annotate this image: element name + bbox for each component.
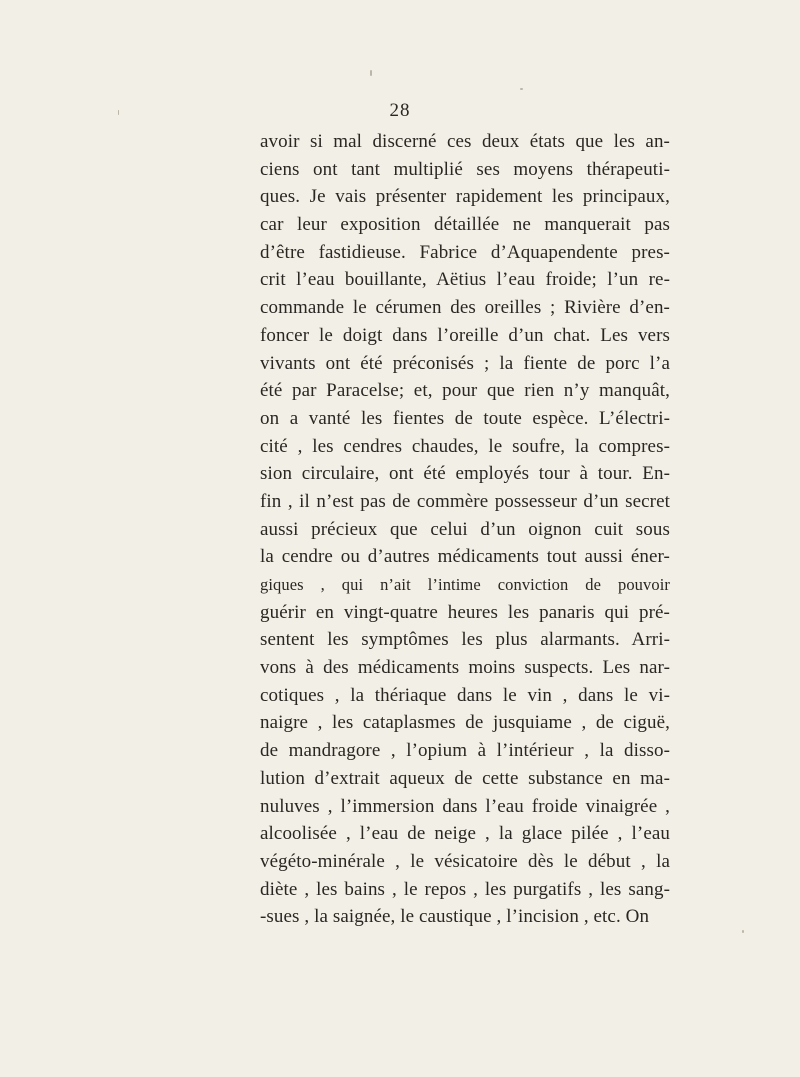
paper-speck <box>118 110 119 115</box>
text-line: la cendre ou d’autres médicaments tout aussi éner- <box>260 546 670 568</box>
text-line: on a vanté les fientes de toute espèce. L’électri- <box>260 407 670 429</box>
text-line: giques , qui n’ait l’intime conviction de pouvoir <box>260 575 670 594</box>
paper-speck <box>742 930 744 933</box>
body-text <box>260 128 670 931</box>
text-line: vons à des médicaments moins suspects. Les nar- <box>260 657 670 679</box>
text-line: sion circulaire, ont été employés tour à tour. En- <box>260 463 670 485</box>
text-line: ques. Je vais présenter rapidement les principaux, <box>260 186 670 208</box>
text-line: ciens ont tant multiplié ses moyens thérapeuti- <box>260 158 670 180</box>
text-line: foncer le doigt dans l’oreille d’un chat. Les vers <box>260 324 670 346</box>
text-line: alcoolisée , l’eau de neige , la glace pilée , l’eau <box>260 823 670 845</box>
paper-speck <box>520 88 523 90</box>
text-line: cité , les cendres chaudes, le soufre, la compres- <box>260 435 670 457</box>
text-line: nuluves , l’immersion dans l’eau froide vinaigrée , <box>260 795 670 817</box>
text-line: cotiques , la thériaque dans le vin , dans le vi- <box>260 684 670 706</box>
page-number: 28 <box>389 100 411 121</box>
text-line: aussi précieux que celui d’un oignon cuit sous <box>260 518 670 540</box>
text-line: sentent les symptômes les plus alarmants. Arri- <box>260 629 670 651</box>
text-line: été par Paracelse; et, pour que rien n’y manquât, <box>260 380 670 402</box>
text-line: guérir en vingt-quatre heures les panaris qui pré- <box>260 601 670 623</box>
text-line: -sues , la saignée, le caustique , l’incision , etc. On <box>260 906 650 928</box>
text-line: diète , les bains , le repos , les purgatifs , les sang- <box>260 878 670 900</box>
text-line: vivants ont été préconisés ; la fiente de porc l’a <box>260 352 670 374</box>
text-line: de mandragore , l’opium à l’intérieur , la disso- <box>260 740 670 762</box>
text-line: fin , il n’est pas de commère possesseur d’un secret <box>260 490 670 512</box>
text-line: crit l’eau bouillante, Aëtius l’eau froide; l’un re- <box>260 269 670 291</box>
text-line: commande le cérumen des oreilles ; Rivière d’en- <box>260 297 670 319</box>
paper-speck <box>370 70 372 76</box>
text-line: végéto-minérale , le vésicatoire dès le début , la <box>260 850 670 872</box>
text-line: lution d’extrait aqueux de cette substance en ma- <box>260 767 670 789</box>
text-line: d’être fastidieuse. Fabrice d’Aquapendente pres- <box>260 241 670 263</box>
text-line: car leur exposition détaillée ne manquerait pas <box>260 214 670 236</box>
text-line: avoir si mal discerné ces deux états que les an- <box>260 131 670 152</box>
text-line: naigre , les cataplasmes de jusquiame , de ciguë, <box>260 712 670 734</box>
